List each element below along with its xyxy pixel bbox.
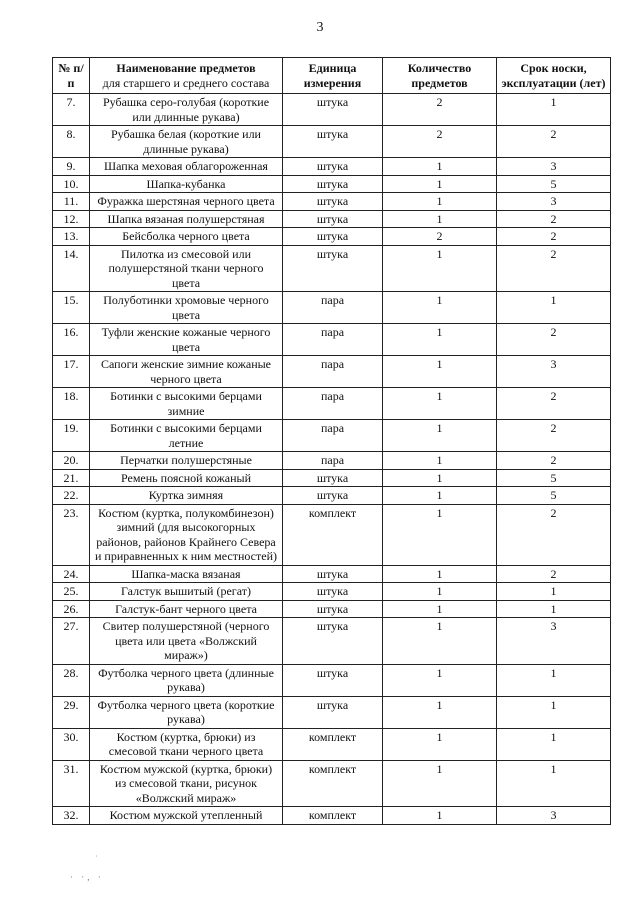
scan-mark: · — [95, 852, 98, 861]
table-row — [53, 583, 611, 601]
row-number: 20. — [53, 452, 90, 470]
table-row — [53, 292, 611, 324]
row-unit: штука — [283, 565, 383, 583]
header-qty: Количество предметов — [383, 58, 497, 94]
header-term: Срок носки, эксплуатации (лет) — [497, 58, 611, 94]
row-quantity: 1 — [383, 210, 497, 228]
row-quantity: 1 — [383, 696, 497, 728]
row-name: Ботинки с высокими берцами летние — [90, 420, 283, 452]
row-number: 19. — [53, 420, 90, 452]
row-term: 3 — [497, 356, 611, 388]
row-term: 1 — [497, 664, 611, 696]
row-name: Рубашка белая (короткие или длинные рукава) — [90, 126, 283, 158]
table-row — [53, 600, 611, 618]
scan-mark-bottom: · ·, · — [70, 872, 104, 882]
table-row — [53, 728, 611, 760]
row-quantity: 1 — [383, 356, 497, 388]
table-row — [53, 388, 611, 420]
row-unit: штука — [283, 210, 383, 228]
row-quantity: 1 — [383, 600, 497, 618]
row-unit: пара — [283, 292, 383, 324]
row-quantity: 1 — [383, 193, 497, 211]
table-row — [53, 696, 611, 728]
row-quantity: 1 — [383, 504, 497, 565]
row-name: Галстук вышитый (регат) — [90, 583, 283, 601]
row-name: Шапка-маска вязаная — [90, 565, 283, 583]
row-number: 25. — [53, 583, 90, 601]
row-quantity: 1 — [383, 807, 497, 825]
table-row — [53, 158, 611, 176]
table-row — [53, 94, 611, 126]
table-row — [53, 175, 611, 193]
row-name: Шапка меховая облагороженная — [90, 158, 283, 176]
header-name-title: Наименование предметов — [116, 61, 256, 75]
row-term: 2 — [497, 245, 611, 292]
row-unit: комплект — [283, 728, 383, 760]
table-row — [53, 193, 611, 211]
table-row — [53, 324, 611, 356]
row-quantity: 1 — [383, 728, 497, 760]
table-row — [53, 760, 611, 807]
row-term: 2 — [497, 126, 611, 158]
row-name: Костюм мужской (куртка, брюки) из смесовой ткани, рисунок «Волжский мираж» — [90, 760, 283, 807]
row-number: 24. — [53, 565, 90, 583]
row-term: 5 — [497, 469, 611, 487]
row-quantity: 2 — [383, 228, 497, 246]
row-unit: штука — [283, 696, 383, 728]
row-term: 3 — [497, 158, 611, 176]
row-unit: штука — [283, 175, 383, 193]
row-name: Шапка-кубанка — [90, 175, 283, 193]
row-number: 13. — [53, 228, 90, 246]
header-num: № п/п — [53, 58, 90, 94]
row-unit: штука — [283, 618, 383, 665]
row-number: 7. — [53, 94, 90, 126]
table-row — [53, 245, 611, 292]
row-quantity: 1 — [383, 487, 497, 505]
row-name: Костюм (куртка, брюки) из смесовой ткани черного цвета — [90, 728, 283, 760]
row-unit: штука — [283, 600, 383, 618]
row-term: 2 — [497, 504, 611, 565]
table-row — [53, 210, 611, 228]
row-term: 2 — [497, 565, 611, 583]
row-name: Костюм мужской утепленный — [90, 807, 283, 825]
row-unit: пара — [283, 420, 383, 452]
row-term: 1 — [497, 292, 611, 324]
row-name: Ремень поясной кожаный — [90, 469, 283, 487]
row-unit: штука — [283, 469, 383, 487]
row-name: Костюм (куртка, полукомбинезон) зимний (для высокогорных районов, районов Крайнего Севера и приравненных к ним местностей) — [90, 504, 283, 565]
row-number: 10. — [53, 175, 90, 193]
row-number: 23. — [53, 504, 90, 565]
page-number: 3 — [316, 20, 324, 35]
row-term: 2 — [497, 420, 611, 452]
table-body — [53, 94, 611, 825]
row-quantity: 1 — [383, 324, 497, 356]
row-number: 32. — [53, 807, 90, 825]
row-unit: комплект — [283, 504, 383, 565]
row-quantity: 1 — [383, 452, 497, 470]
table-row — [53, 228, 611, 246]
table-row — [53, 664, 611, 696]
row-unit: штука — [283, 94, 383, 126]
row-unit: штука — [283, 583, 383, 601]
row-term: 5 — [497, 175, 611, 193]
row-number: 15. — [53, 292, 90, 324]
row-name: Футболка черного цвета (короткие рукава) — [90, 696, 283, 728]
row-number: 21. — [53, 469, 90, 487]
row-name: Куртка зимняя — [90, 487, 283, 505]
row-number: 30. — [53, 728, 90, 760]
row-name: Ботинки с высокими берцами зимние — [90, 388, 283, 420]
table-row — [53, 504, 611, 565]
row-quantity: 1 — [383, 760, 497, 807]
row-quantity: 1 — [383, 175, 497, 193]
row-name: Пилотка из смесовой или полушерстяной ткани черного цвета — [90, 245, 283, 292]
row-name: Перчатки полушерстяные — [90, 452, 283, 470]
row-term: 1 — [497, 696, 611, 728]
table-row — [53, 452, 611, 470]
row-quantity: 1 — [383, 388, 497, 420]
table-row — [53, 356, 611, 388]
table-row — [53, 420, 611, 452]
row-term: 1 — [497, 728, 611, 760]
row-unit: комплект — [283, 760, 383, 807]
table-row — [53, 469, 611, 487]
row-name: Полуботинки хромовые черного цвета — [90, 292, 283, 324]
row-number: 8. — [53, 126, 90, 158]
header-name-subtitle: для старшего и среднего состава — [102, 75, 270, 90]
row-unit: штука — [283, 664, 383, 696]
row-unit: пара — [283, 324, 383, 356]
row-quantity: 2 — [383, 94, 497, 126]
table-row — [53, 565, 611, 583]
table-row — [53, 487, 611, 505]
row-unit: штука — [283, 487, 383, 505]
row-term: 1 — [497, 600, 611, 618]
row-term: 5 — [497, 487, 611, 505]
row-unit: пара — [283, 388, 383, 420]
row-number: 28. — [53, 664, 90, 696]
row-number: 22. — [53, 487, 90, 505]
row-name: Туфли женские кожаные черного цвета — [90, 324, 283, 356]
row-name: Галстук-бант черного цвета — [90, 600, 283, 618]
row-term: 1 — [497, 583, 611, 601]
row-term: 3 — [497, 807, 611, 825]
row-term: 2 — [497, 210, 611, 228]
row-unit: пара — [283, 356, 383, 388]
table-row — [53, 618, 611, 665]
row-number: 27. — [53, 618, 90, 665]
row-unit: штука — [283, 245, 383, 292]
row-quantity: 1 — [383, 565, 497, 583]
row-quantity: 1 — [383, 292, 497, 324]
row-quantity: 1 — [383, 583, 497, 601]
row-number: 12. — [53, 210, 90, 228]
header-name — [90, 58, 283, 94]
row-quantity: 1 — [383, 618, 497, 665]
row-quantity: 1 — [383, 469, 497, 487]
row-name: Свитер полушерстяной (черного цвета или цвета «Волжский мираж») — [90, 618, 283, 665]
row-name: Шапка вязаная полушерстяная — [90, 210, 283, 228]
row-number: 17. — [53, 356, 90, 388]
row-quantity: 2 — [383, 126, 497, 158]
row-unit: штука — [283, 228, 383, 246]
row-unit: комплект — [283, 807, 383, 825]
row-number: 14. — [53, 245, 90, 292]
row-term: 1 — [497, 760, 611, 807]
row-term: 2 — [497, 388, 611, 420]
row-number: 11. — [53, 193, 90, 211]
row-number: 26. — [53, 600, 90, 618]
row-number: 18. — [53, 388, 90, 420]
row-number: 31. — [53, 760, 90, 807]
row-term: 2 — [497, 324, 611, 356]
row-unit: пара — [283, 452, 383, 470]
row-number: 16. — [53, 324, 90, 356]
row-name: Рубашка серо-голубая (короткие или длинные рукава) — [90, 94, 283, 126]
row-quantity: 1 — [383, 420, 497, 452]
row-unit: штука — [283, 126, 383, 158]
table-header-row — [53, 58, 611, 94]
row-term: 2 — [497, 452, 611, 470]
items-table — [52, 57, 611, 825]
table-row — [53, 807, 611, 825]
row-term: 2 — [497, 228, 611, 246]
row-number: 29. — [53, 696, 90, 728]
row-number: 9. — [53, 158, 90, 176]
row-unit: штука — [283, 193, 383, 211]
row-quantity: 1 — [383, 245, 497, 292]
header-unit: Единица измерения — [283, 58, 383, 94]
table-row — [53, 126, 611, 158]
row-unit: штука — [283, 158, 383, 176]
row-term: 1 — [497, 94, 611, 126]
row-quantity: 1 — [383, 664, 497, 696]
row-name: Фуражка шерстяная черного цвета — [90, 193, 283, 211]
row-name: Футболка черного цвета (длинные рукава) — [90, 664, 283, 696]
row-term: 3 — [497, 193, 611, 211]
row-name: Бейсболка черного цвета — [90, 228, 283, 246]
row-quantity: 1 — [383, 158, 497, 176]
row-term: 3 — [497, 618, 611, 665]
row-name: Сапоги женские зимние кожаные черного цвета — [90, 356, 283, 388]
